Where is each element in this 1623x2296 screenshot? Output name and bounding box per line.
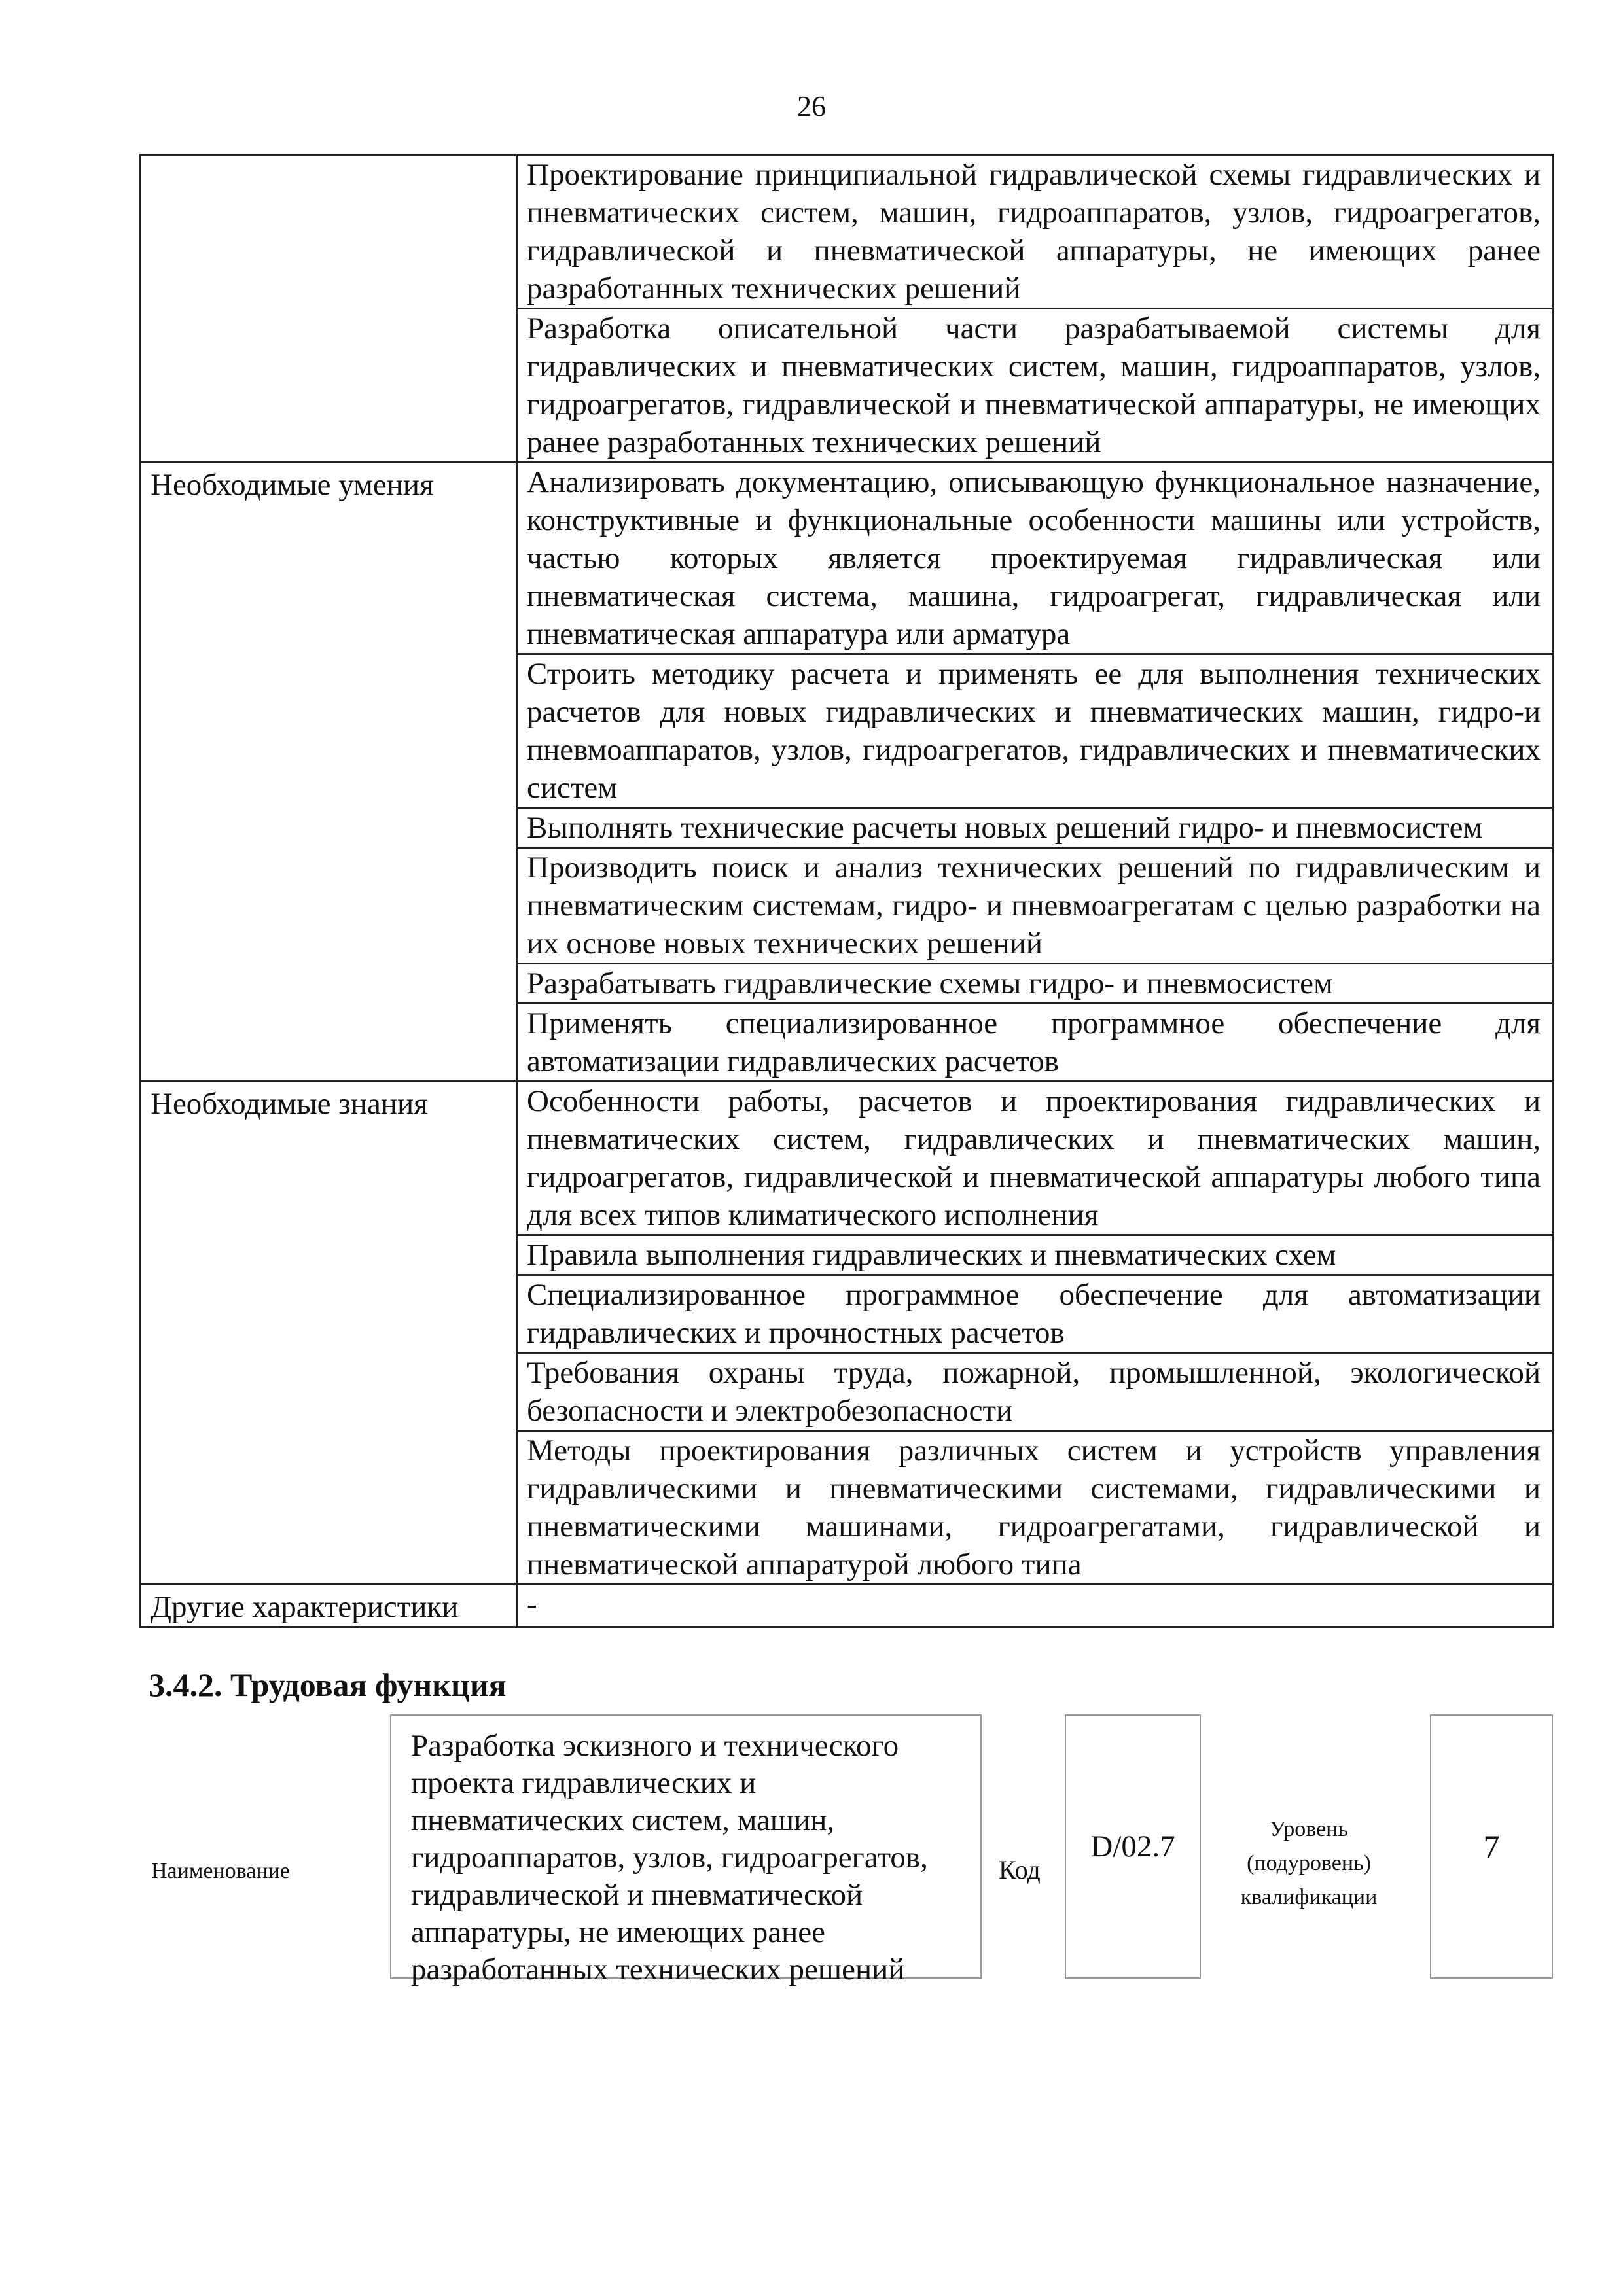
table-row <box>141 1082 1554 1235</box>
qualification-level-label: Уровень (подуровень) квалификации <box>1240 1817 1378 1909</box>
row-description-cell: Производить поиск и анализ технических решений по гидравлическим и пневматическим системам, гидро- и пневмоагрегатам с целью разработки на их основе новых технических решений <box>517 848 1554 964</box>
row-label-cell: Необходимые умения <box>141 463 517 1082</box>
function-name-box: Разработка эскизного и технического проекта гидравлических и пневматических систем, машин, гидроаппаратов, узлов, гидроагрегатов, гидравлической и пневматической аппаратуры, не имеющих ранее разработанных технических решений <box>390 1714 982 1979</box>
skills-knowledge-table <box>139 154 1554 1628</box>
row-description-cell: - <box>517 1585 1554 1627</box>
row-description-cell: Строить методику расчета и применять ее для выполнения технических расчетов для новых гидравлических и пневматических машин, гидро-и пневмоаппаратов, узлов, гидроагрегатов, гидравлических и пневматических систем <box>517 654 1554 808</box>
table-row <box>141 1585 1554 1627</box>
row-description-cell: Разрабатывать гидравлические схемы гидро- и пневмосистем <box>517 964 1554 1004</box>
row-description-cell: Методы проектирования различных систем и устройств управления гидравлическими и пневматическими системами, гидравлическими и пневматическими машинами, гидроагрегатами, гидравлической и пневматической аппаратурой любого типа <box>517 1431 1554 1585</box>
name-label: Наименование <box>151 1859 290 1883</box>
row-description-cell: Выполнять технические расчеты новых решений гидро- и пневмосистем <box>517 808 1554 848</box>
row-description-cell: Проектирование принципиальной гидравлической схемы гидравлических и пневматических систем, машин, гидроаппаратов, узлов, гидроагрегатов, гидравлической и пневматической аппаратуры, не имеющих ранее разработанных технических решений <box>517 155 1554 309</box>
row-description-cell: Правила выполнения гидравлических и пневматических схем <box>517 1235 1554 1275</box>
code-value-box: D/02.7 <box>1065 1714 1201 1979</box>
row-description-cell: Специализированное программное обеспечение для автоматизации гидравлических и прочностных расчетов <box>517 1275 1554 1353</box>
qualification-level-box: 7 <box>1430 1714 1553 1979</box>
row-description-cell: Применять специализированное программное обеспечение для автоматизации гидравлических расчетов <box>517 1004 1554 1082</box>
table-row <box>141 155 1554 309</box>
code-label: Код <box>999 1855 1041 1884</box>
row-description-cell: Анализировать документацию, описывающую функциональное назначение, конструктивные и функциональные особенности машины или устройств, частью которых является проектируемая гидравлическая или пневматическая система, машина, гидроагрегат, гидравлическая или пневматическая аппаратура или арматура <box>517 463 1554 654</box>
row-description-cell: Требования охраны труда, пожарной, промышленной, экологической безопасности и электробезопасности <box>517 1353 1554 1431</box>
row-description-cell: Особенности работы, расчетов и проектирования гидравлических и пневматических систем, гидравлических и пневматических машин, гидроагрегатов, гидравлической и пневматической аппаратуры любого типа для всех типов климатического исполнения <box>517 1082 1554 1235</box>
section-heading: 3.4.2. Трудовая функция <box>149 1667 507 1703</box>
page-number: 26 <box>797 90 826 122</box>
table-row <box>141 463 1554 654</box>
row-label-cell: Необходимые знания <box>141 1082 517 1585</box>
row-label-cell: Другие характеристики <box>141 1585 517 1627</box>
row-label-cell <box>141 155 517 463</box>
row-description-cell: Разработка описательной части разрабатываемой системы для гидравлических и пневматических систем, машин, гидроаппаратов, узлов, гидроагрегатов, гидравлической и пневматической аппаратуры, не имеющих ранее разработанных технических решений <box>517 309 1554 463</box>
